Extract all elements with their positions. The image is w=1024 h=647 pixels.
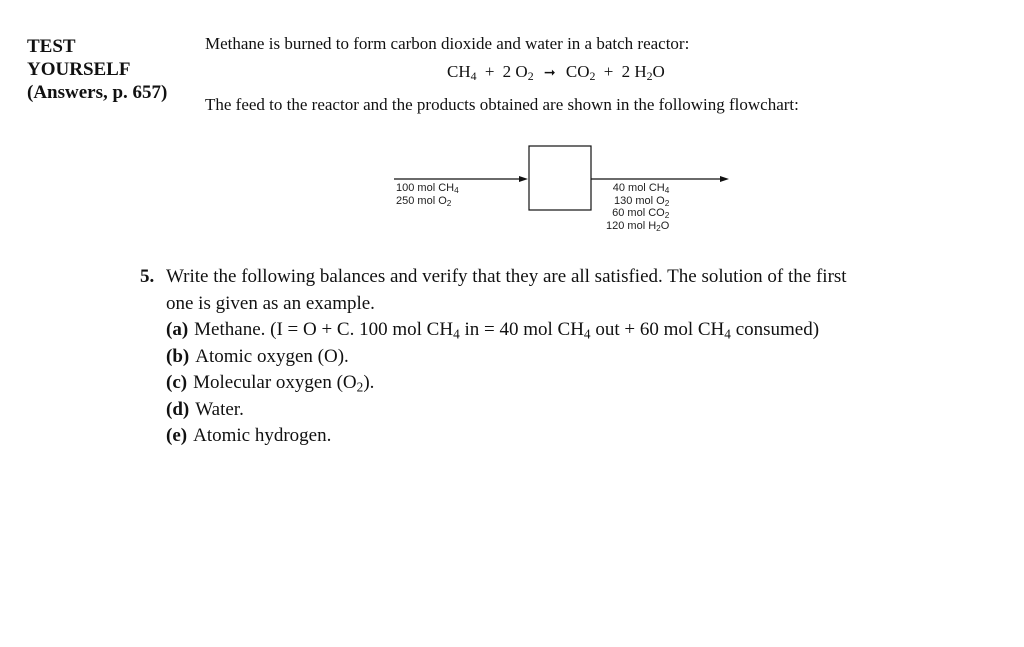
- reactor-box: [529, 146, 591, 210]
- feed-stream-label: [396, 182, 459, 207]
- eq-co2: $CO_2$: [565, 62, 596, 83]
- problem-number: 5.: [140, 266, 155, 287]
- part-a: (a) Methane. (I = O + C. 100 mol $CH_4$ in = 40 mol $CH_4$ out + 60 mol $CH_4$ consumed): [166, 319, 820, 342]
- problem-5: [140, 264, 970, 450]
- product-ch4: 40 mol $CH_4$: [612, 182, 670, 196]
- heading-line-answers: (Answers, p. 657): [27, 82, 168, 103]
- product-co2: 60 mol $CO_2$: [612, 207, 670, 221]
- part-d-tag: (d): [166, 398, 190, 420]
- product-o2: 130 mol $O_2$: [613, 194, 670, 208]
- eq-plus-2: +: [603, 62, 614, 81]
- flowchart: [380, 138, 740, 250]
- product-stream-label: [606, 182, 669, 232]
- part-d: (d) Water.: [166, 398, 244, 420]
- problem-statement-line-2: one is given as an example.: [166, 292, 375, 314]
- part-e: (e) Atomic hydrogen.: [166, 425, 332, 446]
- test-yourself-heading: [27, 35, 197, 104]
- eq-o2: 2 $O_2$: [502, 62, 534, 83]
- part-c: (c) Molecular oxygen $(O_2)$.: [166, 372, 375, 395]
- problem-statement-line-1: Write the following balances and verify that they are all satisfied. The solution of the first: [166, 266, 847, 287]
- feed-arrowhead-icon: [519, 176, 528, 182]
- eq-ch4: $CH_4$: [447, 62, 477, 83]
- part-e-tag: (e): [166, 425, 188, 446]
- eq-plus-1: +: [484, 62, 495, 81]
- part-b-tag: (b): [166, 345, 190, 367]
- heading-line-yourself: YOURSELF: [27, 59, 131, 80]
- reaction-arrow-icon: ➞: [543, 66, 556, 81]
- intro-text: Methane is burned to form carbon dioxide and water in a batch reactor:: [205, 34, 690, 53]
- feed-description: The feed to the reactor and the products obtained are shown in the following flowchart:: [205, 95, 799, 114]
- heading-line-test: TEST: [27, 36, 76, 57]
- feed-o2: 250 mol $O_2$: [396, 194, 452, 208]
- part-a-tag: (a): [166, 319, 189, 340]
- product-h2o: 120 mol $H_2O$: [606, 219, 670, 233]
- problem-body: [166, 264, 970, 450]
- product-arrowhead-icon: [720, 176, 729, 182]
- feed-ch4: 100 mol $CH_4$: [396, 182, 459, 196]
- eq-h2o: 2 $H_2O$: [621, 62, 665, 83]
- part-b: (b) Atomic oxygen (O).: [166, 345, 349, 367]
- reaction-equation: [447, 62, 665, 82]
- part-c-tag: (c): [166, 372, 188, 393]
